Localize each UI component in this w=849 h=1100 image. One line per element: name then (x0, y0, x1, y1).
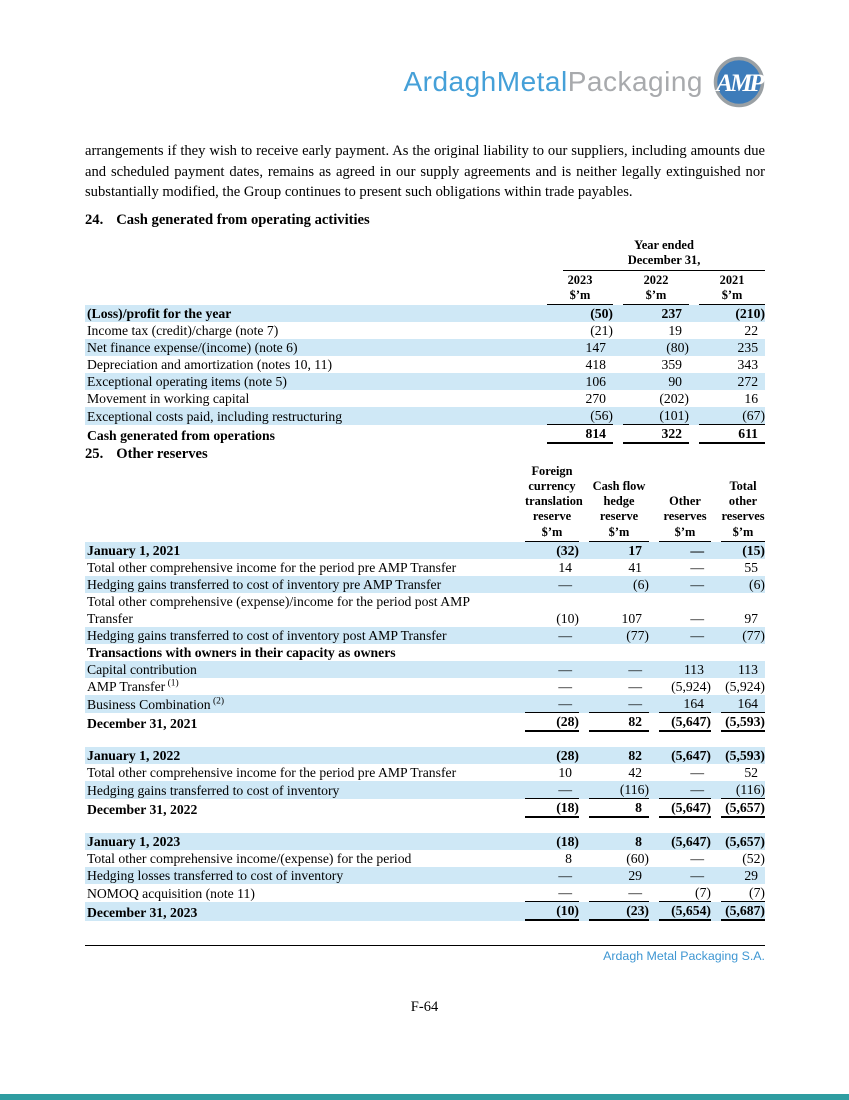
cash-generated-table-wrap (85, 238, 765, 444)
value-cell: 14 (558, 559, 572, 575)
value-cell: (5,924) (725, 678, 765, 694)
table-row (85, 678, 765, 695)
value-cell: (5,657) (711, 833, 765, 850)
spacer-row (85, 732, 765, 747)
value-cell: (10) (556, 610, 579, 626)
table-row (85, 576, 765, 593)
value-cell: 164 (649, 695, 711, 713)
value-cell: (18) (515, 833, 579, 850)
table-row (85, 747, 765, 764)
row-label: Hedging gains transferred to cost of inventory post AMP Transfer (85, 627, 515, 644)
value-cell: (210) (689, 305, 765, 322)
row-label: Transactions with owners in their capacity as owners (87, 644, 396, 660)
row-label: Hedging gains transferred to cost of inventory (85, 781, 515, 799)
other-reserves-table-wrap (85, 462, 765, 921)
row-label: Depreciation and amortization (notes 10, 11) (87, 356, 333, 372)
value-cell: (5,924) (671, 678, 711, 694)
value-cell: (5,654) (649, 902, 711, 921)
value-cell: (116) (711, 781, 765, 799)
table-row (85, 407, 765, 425)
value-cell: 8 (579, 799, 649, 818)
value-cell: (6) (711, 576, 765, 593)
value-cell: 814 (537, 425, 613, 444)
value-cell: 235 (689, 339, 765, 356)
value-cell: 8 (565, 850, 572, 866)
column-header: Cash flow hedge reserve $’m (579, 462, 649, 542)
value-cell: 8 (579, 833, 649, 850)
value-cell: — (690, 764, 704, 780)
value-cell: (5,657) (711, 799, 765, 818)
table-row (85, 559, 765, 576)
value-cell: — (690, 610, 704, 626)
value-cell: 272 (689, 373, 765, 390)
value-cell: 55 (744, 559, 758, 575)
value-cell: (28) (515, 747, 579, 764)
table-row (85, 644, 765, 661)
amp-logo-icon (713, 56, 765, 108)
value-cell: (5,647) (649, 713, 711, 732)
table-row (85, 695, 765, 713)
table-row (85, 884, 765, 902)
value-cell: 82 (579, 713, 649, 732)
row-label: December 31, 2022 (87, 801, 198, 817)
year-header-row (85, 271, 765, 305)
table-row (85, 390, 765, 407)
value-cell: 17 (579, 542, 649, 559)
value-cell: 343 (737, 356, 759, 372)
value-cell: — (515, 781, 579, 799)
value-cell: — (649, 576, 711, 593)
value-cell: 52 (744, 764, 758, 780)
value-cell: 90 (613, 373, 689, 390)
value-cell: 164 (711, 695, 765, 713)
value-cell: (7) (649, 884, 711, 902)
row-label: Exceptional costs paid, including restructuring (85, 407, 537, 425)
table-row (85, 661, 765, 678)
table-row (85, 593, 765, 627)
table-row (85, 425, 765, 444)
column-header: Other reserves $’m (649, 462, 711, 542)
row-label: January 1, 2023 (85, 833, 515, 850)
section-24-heading (85, 212, 370, 229)
row-label: Capital contribution (85, 661, 515, 678)
section-25-heading (85, 446, 208, 463)
section-24-title: Cash generated from operating activities (116, 212, 370, 228)
value-cell: — (690, 850, 704, 866)
value-cell: 113 (711, 661, 765, 678)
row-label: Movement in working capital (87, 390, 250, 406)
table-row (85, 799, 765, 818)
value-cell: (116) (579, 781, 649, 799)
value-cell: (77) (711, 627, 765, 644)
value-cell: (60) (626, 850, 649, 866)
row-label: Business Combination $^{(2)}$ (85, 695, 515, 713)
footer-company-name: Ardagh Metal Packaging S.A. (603, 949, 765, 963)
value-cell: (56) (537, 407, 613, 425)
row-label: Income tax (credit)/charge (note 7) (87, 322, 279, 338)
value-cell: (77) (579, 627, 649, 644)
company-logo (85, 56, 765, 108)
row-label: (Loss)/profit for the year (85, 305, 537, 322)
value-cell: 322 (613, 425, 689, 444)
table-row (85, 713, 765, 732)
row-label: Net finance expense/(income) (note 6) (85, 339, 537, 356)
table-row (85, 305, 765, 322)
value-cell: (5,593) (711, 713, 765, 732)
page-number: F-64 (410, 999, 439, 1015)
value-cell: 418 (585, 356, 606, 372)
value-cell: — (649, 542, 711, 559)
value-cell: 113 (649, 661, 711, 678)
value-cell: — (649, 627, 711, 644)
table-row (85, 833, 765, 850)
value-cell: 82 (579, 747, 649, 764)
value-cell: — (515, 867, 579, 884)
value-cell: 147 (537, 339, 613, 356)
column-header: 2021 $’m (689, 271, 765, 305)
reserves-header-row (85, 462, 765, 542)
period-line1: Year ended (634, 238, 694, 252)
value-cell: — (649, 781, 711, 799)
table-row (85, 627, 765, 644)
value-cell: 611 (689, 425, 765, 444)
value-cell: (5,647) (649, 833, 711, 850)
table-row (85, 867, 765, 884)
table-row (85, 339, 765, 356)
value-cell: — (515, 627, 579, 644)
value-cell: (80) (613, 339, 689, 356)
table-row (85, 850, 765, 867)
cash-generated-table (85, 238, 765, 444)
table-row (85, 356, 765, 373)
value-cell: 19 (668, 322, 682, 338)
column-header: Total other reserves $’m (711, 462, 765, 542)
value-cell: 10 (558, 764, 572, 780)
value-cell: (18) (515, 799, 579, 818)
row-label: Total other comprehensive income for the period pre AMP Transfer (87, 764, 457, 780)
period-line2: December 31, (627, 253, 701, 268)
row-label: January 1, 2022 (85, 747, 515, 764)
column-header: Foreign currency translation reserve $’m (515, 462, 579, 542)
value-cell: — (628, 678, 642, 694)
value-cell: (5,647) (649, 747, 711, 764)
value-cell: 41 (628, 559, 642, 575)
row-label: Hedging losses transferred to cost of inventory (85, 867, 515, 884)
spacer-row (85, 818, 765, 833)
amp-logo-letters: AMP (716, 70, 762, 97)
value-cell: — (579, 695, 649, 713)
period-header-row (85, 238, 765, 271)
table-row (85, 322, 765, 339)
other-reserves-table (85, 462, 765, 921)
row-label: Hedging gains transferred to cost of inventory pre AMP Transfer (85, 576, 515, 593)
value-cell: (6) (579, 576, 649, 593)
value-cell: (5,647) (649, 799, 711, 818)
value-cell: 16 (744, 390, 759, 406)
value-cell: (21) (590, 322, 613, 338)
page-edge-bar (0, 1094, 849, 1100)
row-label: December 31, 2021 (87, 715, 198, 731)
table-row (85, 764, 765, 781)
table-row (85, 902, 765, 921)
row-label: Exceptional operating items (note 5) (85, 373, 537, 390)
value-cell: — (558, 678, 572, 694)
value-cell: 106 (537, 373, 613, 390)
logo-text-gray: Packaging (567, 66, 703, 97)
value-cell: (5,687) (711, 902, 765, 921)
table-row (85, 542, 765, 559)
value-cell: 29 (711, 867, 765, 884)
value-cell: 22 (744, 322, 759, 338)
row-label: January 1, 2021 (85, 542, 515, 559)
value-cell: (101) (613, 407, 689, 425)
row-label: Cash generated from operations (87, 427, 275, 443)
value-cell: — (515, 661, 579, 678)
intro-paragraph: arrangements if they wish to receive early payment. As the original liability to our suppliers, including amounts due and scheduled payment dates, remains as agreed in our supply agreements and is neither legally extinguished nor substantially modified, the Group continues to present such obligations within trade payables. (85, 143, 765, 201)
row-label: Total other comprehensive income for the period pre AMP Transfer (87, 559, 457, 575)
row-label: Total other comprehensive income/(expense) for the period (87, 850, 412, 866)
logo-text-blue: ArdaghMetal (403, 66, 568, 97)
value-cell: (67) (689, 407, 765, 425)
row-label: AMP Transfer $^{(1)}$ (87, 678, 179, 694)
value-cell: 97 (744, 610, 758, 626)
value-cell: (23) (579, 902, 649, 921)
value-cell: 107 (621, 610, 642, 626)
value-cell: (10) (515, 902, 579, 921)
value-cell: (5,593) (711, 747, 765, 764)
section-25-number: 25. (85, 446, 104, 462)
value-cell: (52) (742, 850, 765, 866)
value-cell: — (690, 559, 704, 575)
row-label: Total other comprehensive (expense)/income for the period post AMP Transfer (87, 593, 470, 626)
value-cell: (32) (515, 542, 579, 559)
section-24-number: 24. (85, 212, 104, 228)
value-cell: — (579, 661, 649, 678)
column-header: 2022 $’m (613, 271, 689, 305)
value-cell: 42 (628, 764, 642, 780)
value-cell: — (515, 884, 579, 902)
value-cell: (28) (515, 713, 579, 732)
value-cell: (15) (711, 542, 765, 559)
value-cell: 270 (585, 390, 606, 406)
value-cell: (202) (659, 390, 689, 406)
logo-wordmark (403, 66, 703, 98)
column-header: 2023 $’m (537, 271, 613, 305)
value-cell: 237 (613, 305, 689, 322)
table-row (85, 781, 765, 799)
table-row (85, 373, 765, 390)
footer-divider (85, 945, 765, 946)
section-25-title: Other reserves (116, 446, 208, 462)
value-cell: — (649, 867, 711, 884)
value-cell: (7) (711, 884, 765, 902)
value-cell: — (515, 576, 579, 593)
row-label: December 31, 2023 (85, 902, 515, 921)
value-cell: — (515, 695, 579, 713)
value-cell: 359 (661, 356, 682, 372)
value-cell: — (579, 884, 649, 902)
value-cell: (50) (537, 305, 613, 322)
period-header (563, 238, 765, 271)
row-label: NOMOQ acquisition (note 11) (87, 885, 255, 901)
value-cell: 29 (579, 867, 649, 884)
